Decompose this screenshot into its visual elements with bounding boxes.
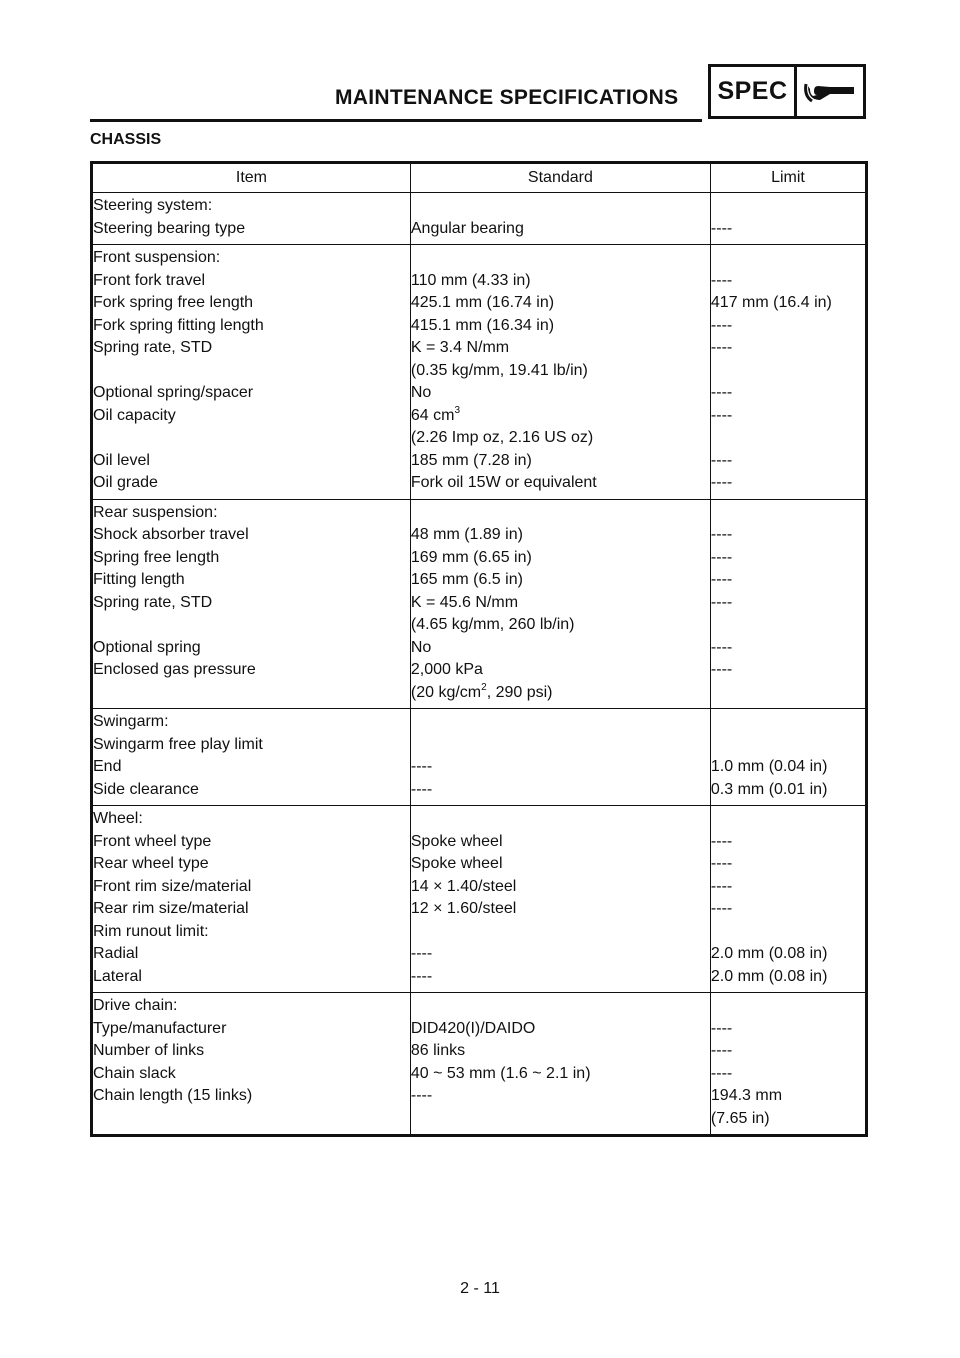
spec-badge <box>708 64 866 119</box>
limit-cell <box>710 921 866 944</box>
table-row <box>92 337 867 382</box>
item-cell: End <box>92 756 411 779</box>
table-row <box>92 524 867 547</box>
standard-cell: 425.1 mm (16.74 in) <box>410 292 710 315</box>
table-row <box>92 831 867 854</box>
standard-cell: DID420(I)/DAIDO <box>410 1018 710 1041</box>
item-cell: Spring rate, STD <box>92 592 411 637</box>
limit-cell: ---- <box>710 339 733 356</box>
item-cell: Optional spring/spacer <box>92 382 411 405</box>
group-title-row <box>92 193 867 218</box>
item-cell: Rim runout limit: <box>92 921 411 944</box>
standard-cell: 12 × 1.60/steel <box>410 898 710 921</box>
standard-cell: 14 × 1.40/steel <box>410 876 710 899</box>
standard-cell: 86 links <box>410 1040 710 1063</box>
spec-group <box>92 709 867 806</box>
limit-cell: ---- <box>710 638 733 656</box>
table-row <box>92 592 867 637</box>
table-row <box>92 779 867 806</box>
standard-cell: ---- <box>410 756 710 779</box>
item-cell: Spring rate, STD <box>92 337 411 382</box>
wrench-icon <box>797 67 863 116</box>
item-cell: Type/manufacturer <box>92 1018 411 1041</box>
table-row <box>92 1085 867 1136</box>
item-cell: Oil grade <box>92 472 411 499</box>
limit-cell: 194.3 mm (7.65 in) <box>710 1087 783 1127</box>
table-row <box>92 382 867 405</box>
item-cell: Rear rim size/material <box>92 898 411 921</box>
group-title-row <box>92 499 867 524</box>
item-cell: Swingarm free play limit <box>92 734 411 757</box>
standard-cell: 110 mm (4.33 in) <box>410 270 710 293</box>
item-cell: Fork spring fitting length <box>92 315 411 338</box>
limit-cell: ---- <box>710 571 733 588</box>
limit-cell: ---- <box>710 1064 733 1082</box>
limit-cell: ---- <box>710 593 733 611</box>
item-cell: Shock absorber travel <box>92 524 411 547</box>
spec-table <box>90 161 868 1137</box>
limit-cell: 0.3 mm (0.01 in) <box>710 780 828 798</box>
spec-group <box>92 499 867 709</box>
table-row <box>92 966 867 993</box>
table-row <box>92 898 867 921</box>
limit-cell: ---- <box>710 877 733 895</box>
group-title-row <box>92 709 867 734</box>
item-cell: Fitting length <box>92 569 411 592</box>
item-cell: Spring free length <box>92 547 411 570</box>
spec-group <box>92 993 867 1136</box>
limit-cell <box>710 734 866 757</box>
standard-cell: ---- <box>410 966 710 993</box>
standard-cell: No <box>410 637 710 660</box>
limit-cell: ---- <box>710 451 733 469</box>
item-cell: Chain length (15 links) <box>92 1085 411 1136</box>
standard-cell <box>410 921 710 944</box>
table-row <box>92 876 867 899</box>
table-row <box>92 472 867 499</box>
limit-cell: ---- <box>710 384 733 401</box>
table-row <box>92 637 867 660</box>
item-cell: Lateral <box>92 966 411 993</box>
standard-cell <box>410 734 710 757</box>
spec-label: SPEC <box>711 67 797 116</box>
item-cell: Chain slack <box>92 1063 411 1086</box>
column-header: Standard <box>410 163 710 193</box>
table-row <box>92 853 867 876</box>
table-row <box>92 1063 867 1086</box>
item-cell: Front fork travel <box>92 270 411 293</box>
limit-cell: ---- <box>710 900 733 917</box>
spec-group <box>92 245 867 500</box>
group-title: Swingarm: <box>92 709 411 734</box>
table-row <box>92 734 867 757</box>
standard-cell: Fork oil 15W or equivalent <box>410 472 710 499</box>
group-title: Rear suspension: <box>92 499 411 524</box>
group-title: Wheel: <box>92 806 411 831</box>
standard-cell: 40 ~ 53 mm (1.6 ~ 2.1 in) <box>410 1063 710 1086</box>
spec-group <box>92 806 867 993</box>
limit-cell: ---- <box>710 548 733 566</box>
item-cell: Front wheel type <box>92 831 411 854</box>
page-title: MAINTENANCE SPECIFICATIONS <box>335 86 679 109</box>
item-cell: Radial <box>92 943 411 966</box>
standard-cell: 2,000 kPa (20 $kg/cm^2$, 290 psi) <box>410 659 710 709</box>
page-number: 2 - 11 <box>460 1280 500 1297</box>
item-cell: Number of links <box>92 1040 411 1063</box>
standard-cell: Spoke wheel <box>410 853 710 876</box>
table-row <box>92 756 867 779</box>
standard-cell: K = 45.6 N/mm (4.65 kg/mm, 260 lb/in) <box>410 592 710 637</box>
standard-cell: 48 mm (1.89 in) <box>410 524 710 547</box>
limit-cell: ---- <box>710 406 733 424</box>
limit-cell: ---- <box>710 316 733 334</box>
group-title: Drive chain: <box>92 993 411 1018</box>
header-rule <box>90 119 702 122</box>
table-row <box>92 292 867 315</box>
table-row <box>92 450 867 473</box>
standard-cell: Spoke wheel <box>410 831 710 854</box>
limit-cell: ---- <box>710 474 733 491</box>
limit-cell: 2.0 mm (0.08 in) <box>710 945 828 962</box>
limit-cell: 2.0 mm (0.08 in) <box>710 967 828 985</box>
limit-cell: ---- <box>710 271 733 289</box>
limit-cell: ---- <box>710 832 733 850</box>
table-row <box>92 943 867 966</box>
standard-cell: No <box>410 382 710 405</box>
limit-cell: ---- <box>710 219 733 237</box>
group-title-row <box>92 245 867 270</box>
spec-group <box>92 193 867 245</box>
standard-cell: K = 3.4 N/mm (0.35 kg/mm, 19.41 lb/in) <box>410 337 710 382</box>
table-row <box>92 659 867 709</box>
table-row <box>92 1018 867 1041</box>
standard-cell: 185 mm (7.28 in) <box>410 450 710 473</box>
table-row <box>92 1040 867 1063</box>
standard-cell: 415.1 mm (16.34 in) <box>410 315 710 338</box>
column-header: Limit <box>710 163 866 193</box>
item-cell: Rear wheel type <box>92 853 411 876</box>
limit-cell: ---- <box>710 1042 733 1059</box>
standard-cell: ---- <box>410 1085 710 1136</box>
table-row <box>92 405 867 450</box>
limit-cell: ---- <box>710 1019 733 1037</box>
table-row <box>92 921 867 944</box>
table-row <box>92 315 867 338</box>
group-title: Steering system: <box>92 193 411 218</box>
item-cell: Steering bearing type <box>92 218 411 245</box>
item-cell: Oil capacity <box>92 405 411 450</box>
standard-cell: 165 mm (6.5 in) <box>410 569 710 592</box>
item-cell: Front rim size/material <box>92 876 411 899</box>
column-header: Item <box>92 163 411 193</box>
table-header-row <box>92 163 867 193</box>
group-title: Front suspension: <box>92 245 411 270</box>
limit-cell: ---- <box>710 526 733 543</box>
item-cell: Enclosed gas pressure <box>92 659 411 709</box>
standard-cell: ---- <box>410 943 710 966</box>
table-row <box>92 270 867 293</box>
group-title-row <box>92 806 867 831</box>
item-cell: Optional spring <box>92 637 411 660</box>
limit-cell: 417 mm (16.4 in) <box>710 294 832 311</box>
table-row <box>92 218 867 245</box>
standard-cell: 169 mm (6.65 in) <box>410 547 710 570</box>
group-title-row <box>92 993 867 1018</box>
standard-cell: ---- <box>410 779 710 806</box>
section-title: CHASSIS <box>90 131 162 148</box>
item-cell: Side clearance <box>92 779 411 806</box>
limit-cell: ---- <box>710 661 733 678</box>
limit-cell: 1.0 mm (0.04 in) <box>710 758 828 775</box>
limit-cell: ---- <box>710 855 733 872</box>
item-cell: Fork spring free length <box>92 292 411 315</box>
table-row <box>92 547 867 570</box>
standard-cell: Angular bearing <box>410 218 710 245</box>
table-row <box>92 569 867 592</box>
item-cell: Oil level <box>92 450 411 473</box>
standard-cell: 64 $cm^3$ (2.26 Imp oz, 2.16 US oz) <box>410 405 710 450</box>
